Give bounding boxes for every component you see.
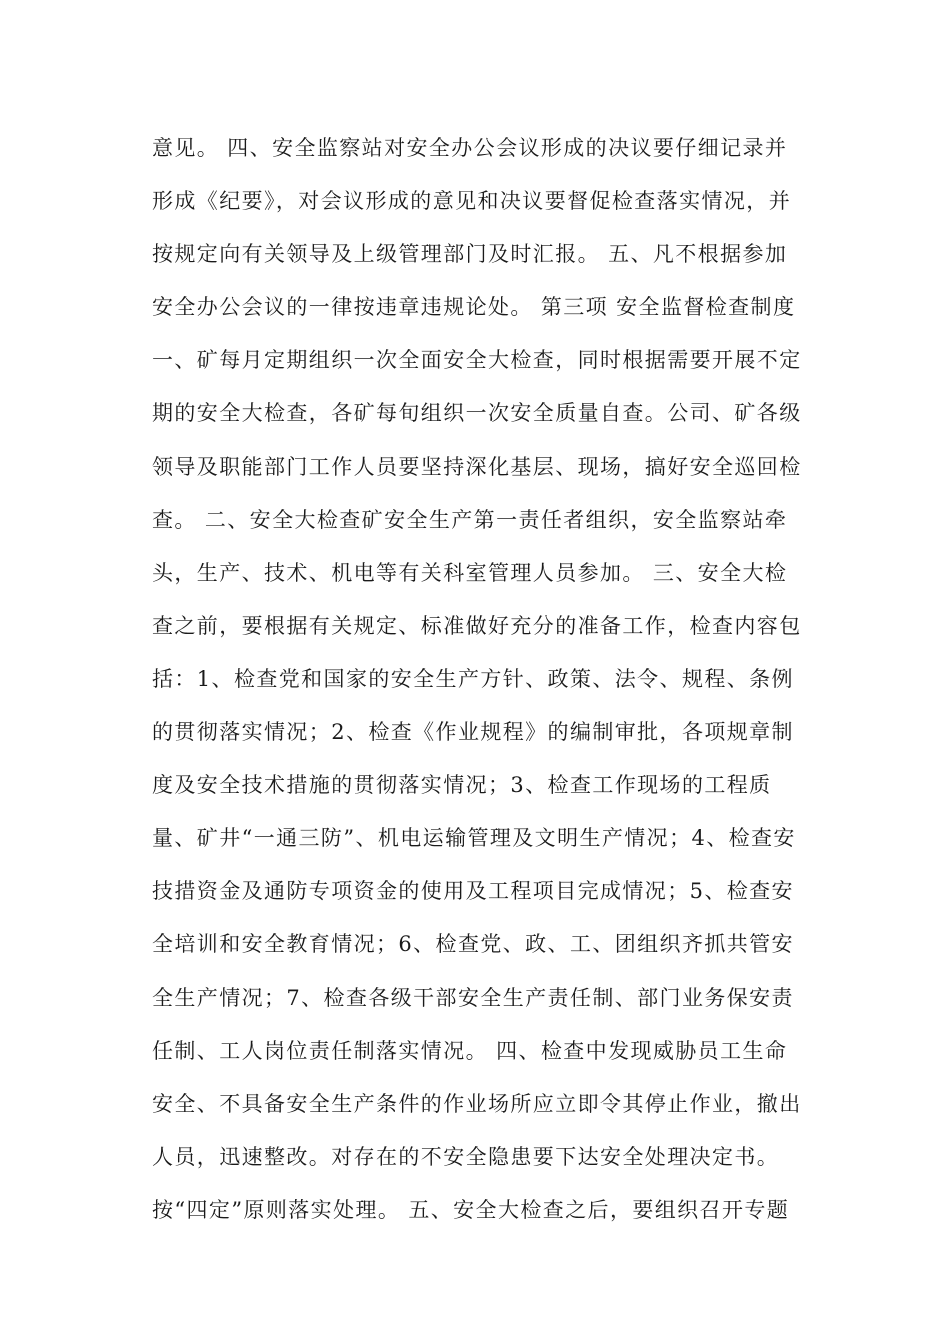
text-line: 度及安全技术措施的贯彻落实情况；3、检查工作现场的工程质 [152,773,772,798]
text-line: 量、矿井“一通三防”、机电运输管理及文明生产情况；4、检查安 [152,826,796,851]
text-line: 期的安全大检查，各矿每旬组织一次安全质量自查。公司、矿各级 [152,401,802,426]
text-line: 查。 二、安全大检查矿安全生产第一责任者组织，安全监察站牵 [152,507,788,532]
text-line: 形成《纪要》，对会议形成的意见和决议要督促检查落实情况，并 [152,189,792,214]
text-line: 的贯彻落实情况；2、检查《作业规程》的编制审批，各项规章制 [152,720,794,745]
text-line: 意见。 四、安全监察站对安全办公会议形成的决议要仔细记录并 [152,136,788,160]
text-line: 按“四定”原则落实处理。 五、安全大检查之后，要组织召开专题 [152,1197,790,1222]
body-text [152,122,812,1237]
text-line: 领导及职能部门工作人员要坚持深化基层、现场，搞好安全巡回检 [152,454,802,479]
text-line: 安全、不具备安全生产条件的作业场所应立即令其停止作业，撤出 [152,1091,802,1116]
text-line: 按规定向有关领导及上级管理部门及时汇报。 五、凡不根据参加 [152,242,788,267]
text-line: 任制、工人岗位责任制落实情况。 四、检查中发现威胁员工生命 [152,1038,788,1063]
text-line: 安全办公会议的一律按违章违规论处。 第三项 安全监督检查制度 [152,295,796,320]
text-line: 人员，迅速整改。对存在的不安全隐患要下达安全处理决定书。 [152,1144,780,1169]
text-line: 全培训和安全教育情况；6、检查党、政、工、团组织齐抓共管安 [152,932,794,957]
text-line: 查之前，要根据有关规定、标准做好充分的准备工作，检查内容包 [152,613,802,638]
text-line: 一、矿每月定期组织一次全面安全大检查，同时根据需要开展不定 [152,348,802,373]
text-line: 括：1、检查党和国家的安全生产方针、政策、法令、规程、条例 [152,666,794,691]
text-line: 头，生产、技术、机电等有关科室管理人员参加。 三、安全大检 [152,560,788,585]
text-line: 全生产情况；7、检查各级干部安全生产责任制、部门业务保安责 [152,985,794,1010]
text-line: 技措资金及通防专项资金的使用及工程项目完成情况；5、检查安 [152,879,794,904]
